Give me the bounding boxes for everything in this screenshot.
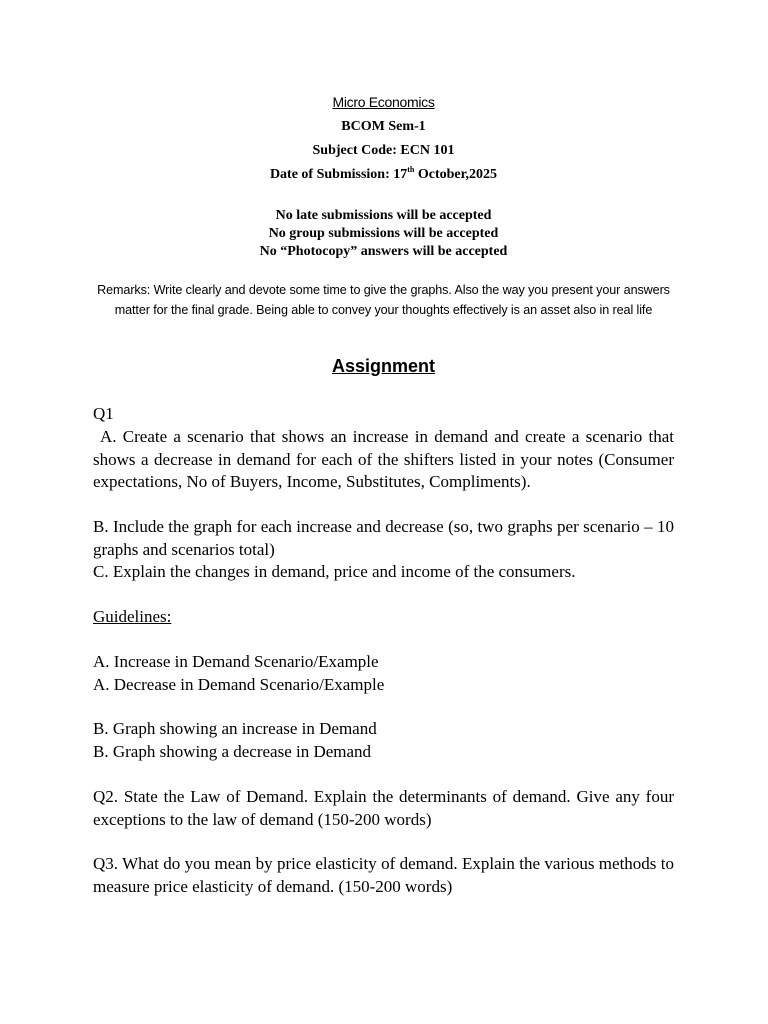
program-line: BCOM Sem-1 [341,119,426,134]
notice-photocopy: No “Photocopy” answers will be accepted [259,244,508,259]
assignment-title: Assignment [331,356,436,376]
guideline-item-b1: B. Graph showing an increase in Demand [93,719,377,738]
guideline-item-a1: A. Increase in Demand Scenario/Example [93,652,379,671]
q1-label: Q1 [93,404,114,423]
submission-date-suffix: October,2025 [414,167,498,182]
guidelines-heading: Guidelines: [93,607,172,626]
notice-group: No group submissions will be accepted [268,226,499,241]
submission-date-sup: th [407,165,415,174]
q1-part-a: A. Create a scenario that shows an increase in demand and create a scenario that shows a decrease in demand for each of the shifters listed in your notes (Consumer expectations, No of Buyers, Income, Substitutes, Compliments). [93,427,674,491]
submission-date-line [93,167,674,183]
guideline-item-b2: B. Graph showing a decrease in Demand [93,742,372,761]
remarks-paragraph: Remarks: Write clearly and devote some time to give the graphs. Also the way you present your answers matter for the final grade. Being able to convey your thoughts effectively is an asset also in real life [97,283,670,317]
q1-part-b: B. Include the graph for each increase and decrease (so, two graphs per scenario – 10 graphs and scenarios total) [93,517,674,559]
q1-part-c: C. Explain the changes in demand, price and income of the consumers. [93,562,576,581]
submission-date-prefix: Date of Submission: 17 [269,167,408,182]
notice-late: No late submissions will be accepted [275,208,492,223]
q2-paragraph: Q2. State the Law of Demand. Explain the determinants of demand. Give any four exceptions to the law of demand (150-200 words) [93,787,674,829]
subject-code-line: Subject Code: ECN 101 [312,143,455,158]
q3-paragraph: Q3. What do you mean by price elasticity of demand. Explain the various methods to measure price elasticity of demand. (150-200 words) [93,854,674,896]
guideline-item-a2: A. Decrease in Demand Scenario/Example [93,675,385,694]
course-title: Micro Economics [332,94,435,110]
